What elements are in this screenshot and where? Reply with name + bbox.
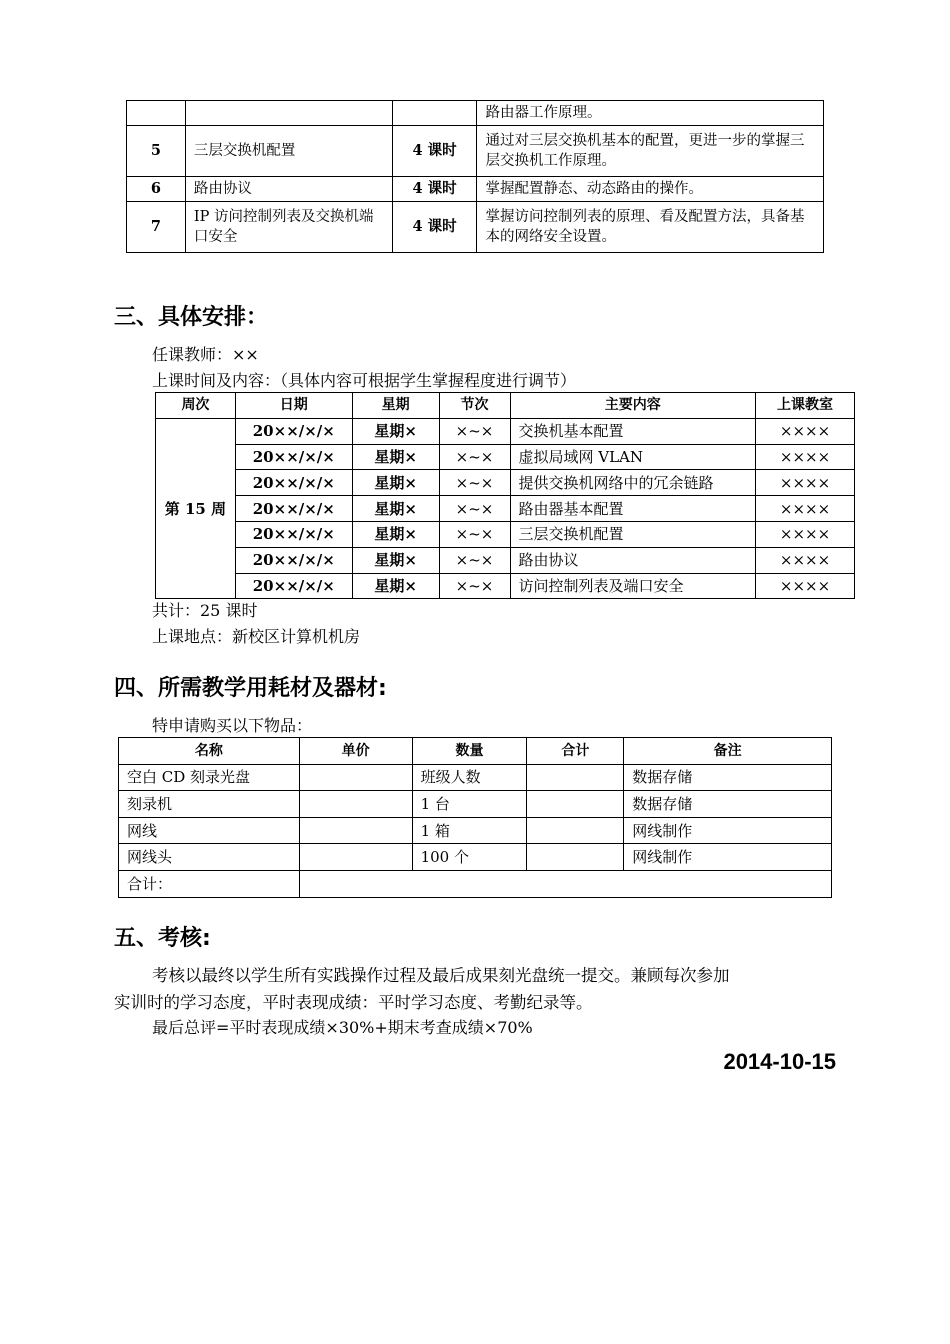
day-cell: 星期× xyxy=(352,496,439,522)
section-heading-3: 三、具体安排： xyxy=(114,305,269,330)
day-cell: 星期× xyxy=(352,573,439,599)
course-table xyxy=(126,100,824,253)
section-heading-5: 五、考核: xyxy=(114,926,211,951)
course-goal: 路由器工作原理。 xyxy=(477,101,824,126)
table-row xyxy=(127,126,824,177)
course-goal: 掌握配置静态、动态路由的操作。 xyxy=(477,177,824,202)
item-sum xyxy=(527,791,624,818)
period-cell: ×~× xyxy=(439,521,510,547)
location-line: 上课地点：新校区计算机机房 xyxy=(152,627,361,646)
document-date: 2014-10-15 xyxy=(723,1049,836,1074)
item-name: 刻录机 xyxy=(119,791,300,818)
table-row xyxy=(156,496,855,522)
item-qty: 1 箱 xyxy=(412,817,527,844)
period-cell: ×~× xyxy=(439,547,510,573)
section-heading-4: 四、所需教学用耗材及器材: xyxy=(114,676,387,701)
room-cell: ×××× xyxy=(756,547,855,573)
course-goal: 掌握访问控制列表的原理、看及配置方法，具备基本的网络安全设置。 xyxy=(477,202,824,253)
teacher-line: 任课教师：×× xyxy=(152,345,259,364)
header-name: 名称 xyxy=(119,738,300,765)
course-no: 6 xyxy=(127,177,186,202)
item-name: 空白 CD 刻录光盘 xyxy=(119,764,300,791)
period-cell: ×~× xyxy=(439,573,510,599)
content-cell: 交换机基本配置 xyxy=(510,418,756,444)
item-sum xyxy=(527,844,624,871)
day-cell: 星期× xyxy=(352,418,439,444)
header-content: 主要内容 xyxy=(510,393,756,419)
content-cell: 三层交换机配置 xyxy=(510,521,756,547)
course-hours: 4 课时 xyxy=(392,126,477,177)
course-name xyxy=(185,101,392,126)
date-cell: 20××/×/× xyxy=(235,496,352,522)
header-price: 单价 xyxy=(299,738,412,765)
header-date: 日期 xyxy=(235,393,352,419)
week-cell: 第 15 周 xyxy=(156,418,236,599)
date-cell: 20××/×/× xyxy=(235,547,352,573)
table-total-row xyxy=(119,870,832,897)
item-note: 网线制作 xyxy=(624,817,832,844)
purchase-intro: 特申请购买以下物品： xyxy=(152,716,313,735)
item-name: 网线 xyxy=(119,817,300,844)
content-cell: 路由协议 xyxy=(510,547,756,573)
course-no xyxy=(127,101,186,126)
assessment-para-1b: 实训时的学习态度，平时表现成绩：平时学习态度、考勤纪录等。 xyxy=(114,993,593,1012)
table-row xyxy=(119,817,832,844)
period-cell: ×~× xyxy=(439,444,510,470)
item-name: 网线头 xyxy=(119,844,300,871)
assessment-para-1: 考核以最终以学生所有实践操作过程及最后成果刻光盘统一提交。兼顾每次参加 xyxy=(152,966,730,985)
course-name: 三层交换机配置 xyxy=(185,126,392,177)
table-row xyxy=(156,573,855,599)
date-cell: 20××/×/× xyxy=(235,444,352,470)
table-row xyxy=(156,547,855,573)
room-cell: ×××× xyxy=(756,444,855,470)
item-price xyxy=(299,791,412,818)
time-content-line: 上课时间及内容：（具体内容可根据学生掌握程度进行调节） xyxy=(152,371,577,390)
day-cell: 星期× xyxy=(352,521,439,547)
date-cell: 20××/×/× xyxy=(235,573,352,599)
item-price xyxy=(299,764,412,791)
course-hours: 4 课时 xyxy=(392,177,477,202)
header-room: 上课教室 xyxy=(756,393,855,419)
day-cell: 星期× xyxy=(352,547,439,573)
item-note: 数据存储 xyxy=(624,791,832,818)
date-cell: 20××/×/× xyxy=(235,521,352,547)
final-score-formula: 最后总评=平时表现成绩×30%+期末考查成绩×70% xyxy=(152,1018,533,1037)
total-hours-line: 共计：25 课时 xyxy=(152,601,258,620)
total-label: 合计： xyxy=(119,870,300,897)
table-row xyxy=(156,521,855,547)
header-sum: 合计 xyxy=(527,738,624,765)
room-cell: ×××× xyxy=(756,418,855,444)
item-note: 数据存储 xyxy=(624,764,832,791)
table-row xyxy=(127,177,824,202)
period-cell: ×~× xyxy=(439,418,510,444)
header-period: 节次 xyxy=(439,393,510,419)
item-note: 网线制作 xyxy=(624,844,832,871)
room-cell: ×××× xyxy=(756,521,855,547)
table-row xyxy=(119,844,832,871)
schedule-table xyxy=(155,392,855,599)
course-name: 路由协议 xyxy=(185,177,392,202)
course-hours xyxy=(392,101,477,126)
content-cell: 访问控制列表及端口安全 xyxy=(510,573,756,599)
day-cell: 星期× xyxy=(352,470,439,496)
day-cell: 星期× xyxy=(352,444,439,470)
content-cell: 虚拟局域网 VLAN xyxy=(510,444,756,470)
item-qty: 1 台 xyxy=(412,791,527,818)
table-header-row xyxy=(156,393,855,419)
header-qty: 数量 xyxy=(412,738,527,765)
item-price xyxy=(299,817,412,844)
period-cell: ×~× xyxy=(439,470,510,496)
course-name: IP 访问控制列表及交换机端口安全 xyxy=(185,202,392,253)
period-cell: ×~× xyxy=(439,496,510,522)
item-qty: 班级人数 xyxy=(412,764,527,791)
course-no: 7 xyxy=(127,202,186,253)
header-day: 星期 xyxy=(352,393,439,419)
content-cell: 提供交换机网络中的冗余链路 xyxy=(510,470,756,496)
room-cell: ×××× xyxy=(756,496,855,522)
item-sum xyxy=(527,764,624,791)
item-qty: 100 个 xyxy=(412,844,527,871)
date-cell: 20××/×/× xyxy=(235,470,352,496)
item-sum xyxy=(527,817,624,844)
course-goal: 通过对三层交换机基本的配置，更进一步的掌握三层交换机工作原理。 xyxy=(477,126,824,177)
header-week: 周次 xyxy=(156,393,236,419)
table-row xyxy=(119,791,832,818)
room-cell: ×××× xyxy=(756,470,855,496)
content-cell: 路由器基本配置 xyxy=(510,496,756,522)
table-row xyxy=(156,470,855,496)
table-row xyxy=(127,202,824,253)
total-value xyxy=(299,870,831,897)
course-no: 5 xyxy=(127,126,186,177)
room-cell: ×××× xyxy=(756,573,855,599)
item-price xyxy=(299,844,412,871)
date-cell: 20××/×/× xyxy=(235,418,352,444)
table-row xyxy=(119,764,832,791)
table-row xyxy=(156,418,855,444)
table-header-row xyxy=(119,738,832,765)
materials-table xyxy=(118,737,832,898)
table-row xyxy=(156,444,855,470)
course-hours: 4 课时 xyxy=(392,202,477,253)
header-note: 备注 xyxy=(624,738,832,765)
table-row xyxy=(127,101,824,126)
